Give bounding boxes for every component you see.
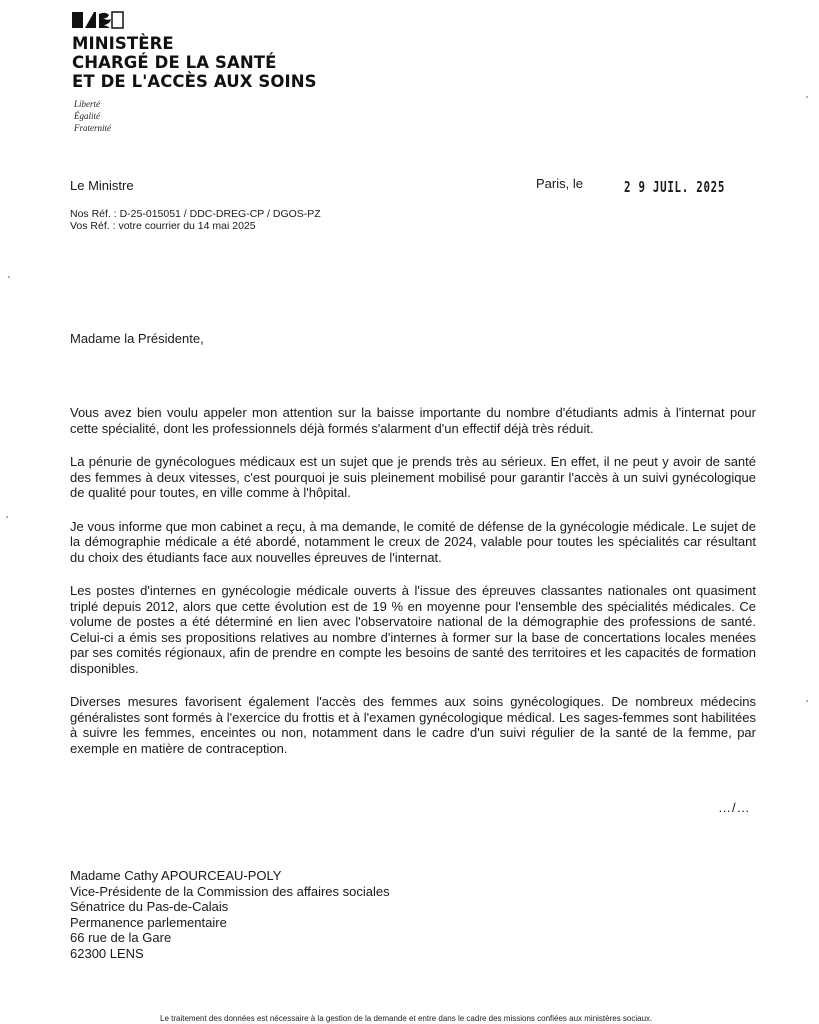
scan-speck — [6, 516, 8, 518]
motto-line: Fraternité — [74, 123, 111, 133]
sender-title: Le Ministre — [70, 178, 134, 193]
body-paragraph: Je vous informe que mon cabinet a reçu, à ma demande, le comité de défense de la gynécologie médicale. Le sujet de la démographie médicale a été abordé, notamment le creux de 2024, valable pour toutes les spécialités car résultant du choix des étudiants face aux nouvelles épreuves de l'internat. — [70, 518, 756, 565]
body-paragraph: Diverses mesures favorisent également l'accès des femmes aux soins gynécologiques. De nombreux médecins généralistes sont formés à l'exercice du frottis et à l'examen gynécologique médical. Les sages-femmes sont habilitées à suivre les femmes, enceintes ou non, notamment dans le cadre d'un suivi régulier de la santé de la femme, par exemple en matière de contraception. — [70, 694, 756, 756]
data-privacy-footer: Le traitement des données est nécessaire à la gestion de la demande et entre dans le cadre des missions confiées aux ministères sociaux. — [160, 1014, 653, 1023]
addressee-line: 62300 LENS — [70, 945, 144, 961]
motto-line: Égalité — [74, 111, 100, 121]
addressee-line: Permanence parlementaire — [70, 914, 227, 930]
our-reference: Nos Réf. : D-25-015051 / DDC-DREG-CP / DGOS-PZ — [70, 208, 321, 220]
ministry-line: ET DE L'ACCÈS AUX SOINS — [72, 72, 317, 91]
addressee-block — [70, 868, 390, 961]
scan-speck — [806, 700, 808, 702]
body-paragraph: Les postes d'internes en gynécologie médicale ouverts à l'issue des épreuves classantes nationales ont quasiment triplé depuis 2012, alors que cette évolution est de 19 % en moyenne pour l'ensemble des spécialités médicales. Ce volume de postes a été déterminé en lien avec l'observatoire national de la démographie des professions de santé. Celui-ci a émis ses propositions relatives au nombre d'internes à former sur la base de concertations locales menées par ses comités régionaux, afin de prendre en compte les besoins de santé des territoires et les capacités de formation disponibles. — [70, 583, 756, 676]
your-reference: Vos Réf. : votre courrier du 14 mai 2025 — [70, 220, 256, 232]
salutation: Madame la Présidente, — [70, 331, 204, 346]
body-paragraph: Vous avez bien voulu appeler mon attention sur la baisse importante du nombre d'étudiants admis à l'internat pour cette spécialité, dont les professionnels déjà formés s'alarment d'un effectif déjà très réduit. — [70, 405, 756, 436]
body-paragraph: La pénurie de gynécologues médicaux est un sujet que je prends très au sérieux. En effet, il ne peut y avoir de santé des femmes à deux vitesses, c'est pourquoi je suis pleinement mobilisé pour garantir l'accès à un suivi gynécologique de qualité pour toutes, en ville comme à l'hôpital. — [70, 454, 756, 500]
letter-place: Paris, le — [536, 176, 583, 191]
republic-motto — [74, 98, 111, 134]
addressee-line: Madame Cathy APOURCEAU-POLY — [70, 868, 282, 883]
continued-marker: …/… — [718, 800, 751, 815]
addressee-line: Vice-Présidente de la Commission des affaires sociales — [70, 883, 390, 899]
addressee-line: Sénatrice du Pas-de-Calais — [70, 899, 229, 914]
letter-body — [70, 405, 756, 774]
references — [70, 208, 321, 232]
scan-speck — [8, 276, 10, 278]
scan-speck — [806, 96, 808, 98]
ministry-line: MINISTÈRE — [72, 34, 174, 53]
motto-line: Liberté — [74, 99, 100, 109]
ministry-line: CHARGÉ DE LA SANTÉ — [72, 53, 277, 72]
marianne-logo-icon — [72, 10, 124, 30]
ministry-name — [72, 34, 317, 91]
letter-date-stamp: 2 9 JUIL. 2025 — [624, 178, 726, 196]
addressee-line: 66 rue de la Gare — [70, 930, 172, 945]
